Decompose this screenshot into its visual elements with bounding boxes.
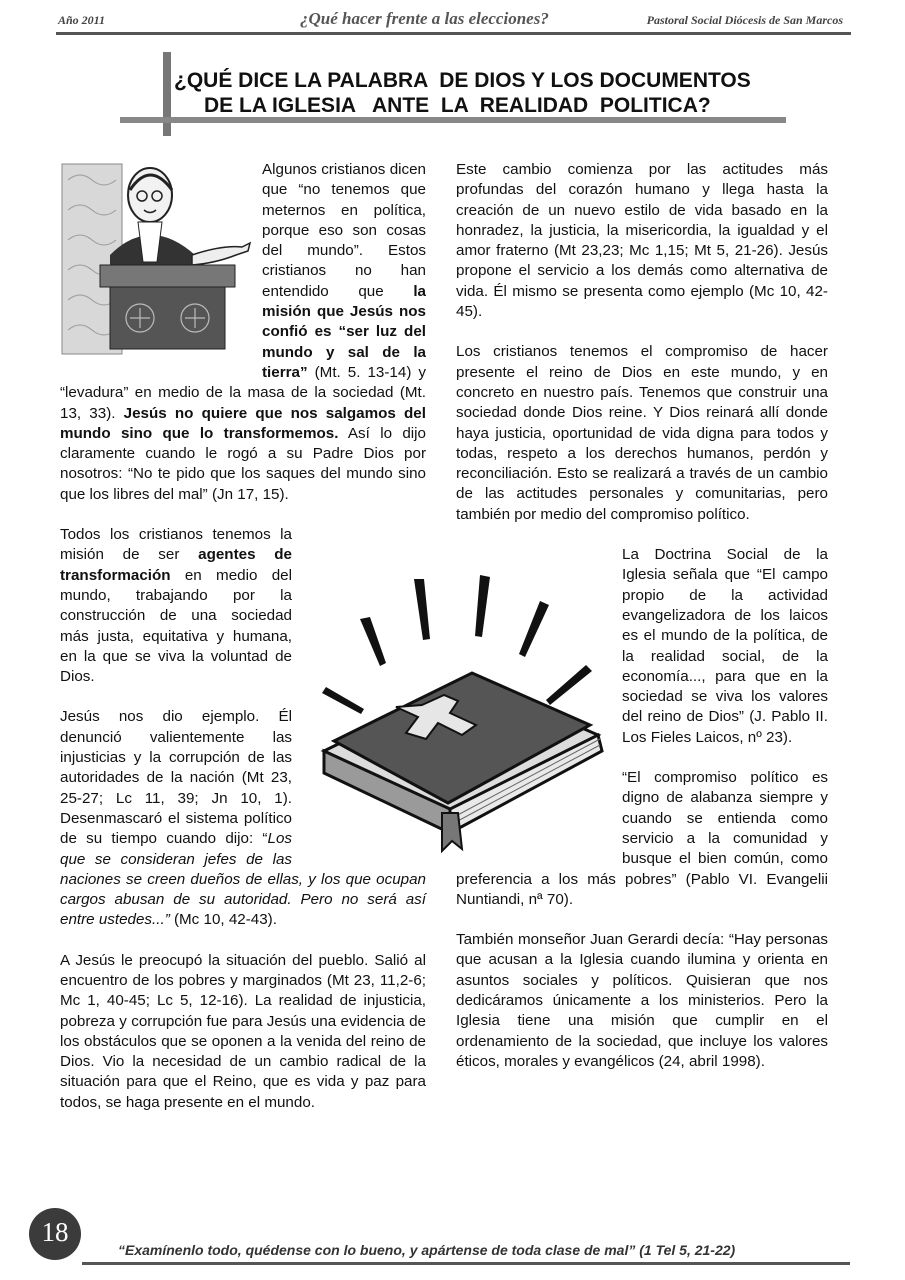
- preacher-illustration: [60, 160, 256, 366]
- page-number: 18: [41, 1217, 69, 1247]
- title-vertical-bar: [163, 52, 171, 136]
- right-p5-seg-0: También monseñor Juan Gerardi decía: “Hay personas que acusan a la Iglesia cuando ilumina y orienta en asuntos sociales y políticos. Quisieran que nos dedicáramos únicamente a los ministerios. Pero la Iglesia tiene una misión que cumplir en el ordenamiento de la sociedad, que incluye los valores éticos, morales y evangélicos (24, abril 1998).: [456, 931, 828, 1070]
- page-title-line-2: DE LA IGLESIA ANTE LA REALIDAD POLITICA?: [204, 94, 711, 117]
- left-p3-seg-0: Jesús nos dio ejemplo. Él denunció valientemente las injusticias y la corrupción de las autoridades de la nación (Mt 23, 25-27; Lc 11, 39; Jn 10, 1). Desenmascaró el sistema político de su tiempo cuando dijo: “: [60, 708, 292, 848]
- page-title: [174, 68, 814, 118]
- left-p2-seg-0: Todos los cristianos tenemos la misión de ser: [60, 526, 292, 564]
- right-p3-seg-0: La Doctrina Social de la Iglesia señala que “El campo propio de la actividad evangelizadora de los laicos es el mundo de la política, de la realidad social, de la economía..., para que en la sociedad se viva los valores del reino de Dios” (J. Pablo II. Los Fieles Laicos, nº 23).: [622, 546, 828, 746]
- right-paragraph-1: [456, 160, 828, 322]
- left-p1-seg-2: (Mt. 5. 13-14) y “levadura” en medio de la masa de la sociedad (Mt. 13, 33).: [60, 363, 426, 422]
- page-title-line-1: ¿QUÉ DICE LA PALABRA DE DIOS Y LOS DOCUMENTOS: [174, 69, 751, 92]
- footer-rule: [82, 1262, 850, 1265]
- header-rule: [56, 32, 851, 35]
- right-p4-seg-0: “El compromiso político es digno de alabanza siempre y cuando se entienda como servicio a la comunidad y busque el bien común, como preferencia a los más pobres” (Pablo VI. Evangelii Nuntiandi, nª 70).: [456, 769, 828, 908]
- left-p2-seg-2: en medio del mundo, trabajando por la construcción de una sociedad más justa, equitativa y humana, en la que se viva la voluntad de Dios.: [60, 566, 292, 686]
- bible-illustration: [302, 565, 618, 855]
- left-p2-seg-1: agentes de transformación: [60, 546, 292, 584]
- right-p1-seg-0: Este cambio comienza por las actitudes más profundas del corazón humano y llega hasta la creación de un nuevo estilo de vida basado en la honradez, la justicia, la misericordia, la igualdad y el amor fraterno (Mt 23,23; Mc 1,15; Mt 5, 21-26). Jesús propone el servicio a los demás como alternativa de vida. Él mismo se presenta como ejemplo (Mc 10, 42-45).: [456, 161, 828, 321]
- header-org: Pastoral Social Diócesis de San Marcos: [646, 13, 843, 27]
- left-p4-seg-0: A Jesús le preocupó la situación del pueblo. Salió al encuentro de los pobres y marginados (Mt 23, 11,2-6; Mc 1, 40-45; Lc 5, 12-16). La realidad de injusticia, pobreza y corrupción fue para Jesús una evidencia de los obstáculos que se oponen a la venida del reino de Dios. Vio la necesidad de un cambio radical de la situación para que el Reino, que es vida y paz para todos, se haga presente en el mundo.: [60, 951, 426, 1111]
- bible-icon: [302, 565, 618, 855]
- left-p1-seg-0: Algunos cristianos dicen que “no tenemos que meternos en política, porque eso son cosas del mundo”. Estos cristianos no han entendido que: [262, 161, 426, 300]
- left-p3-seg-2: (Mc 10, 42-43).: [169, 911, 277, 929]
- header-title: ¿Qué hacer frente a las elecciones?: [300, 9, 549, 28]
- right-paragraph-2: [456, 342, 828, 525]
- left-p1-seg-4: Así lo dijo claramente cuando le rogó a su Padre Dios por nosotros: “No te pido que los saques del mundo sino que los libres del mal” (Jn 17, 15).: [60, 424, 426, 503]
- right-paragraph-5: [456, 930, 828, 1072]
- left-p1-seg-1: la misión que Jesús nos confió es “ser luz del mundo y sal de la tierra”: [262, 282, 426, 381]
- preacher-icon: [60, 160, 256, 360]
- header-year: Año 2011: [58, 13, 106, 27]
- footer-quote: “Examínenlo todo, quédense con lo bueno, y apártense de toda clase de mal” (1 Tel 5, 21-22): [118, 1242, 736, 1258]
- right-p2-seg-0: Los cristianos tenemos el compromiso de hacer presente el reino de Dios en este mundo, y en concreto en nuestro país. Tenemos que construir una sociedad donde Dios reine. Y Dios reinará allí donde haya justicia, oportunidad de vida digna para todos y todas, respeto a los derechos humanos, perdón y reconciliación. Esto se realizará a través de un cambio de las actitudes personales y comunitarias, pero también por medio del compromiso político.: [456, 343, 828, 523]
- left-p1-seg-3: Jesús no quiere que nos salgamos del mundo sino que lo transformemos.: [60, 404, 426, 442]
- left-paragraph-4: [60, 951, 426, 1113]
- left-p3-seg-1: Los que se consideran jefes de las naciones se creen dueños de ellas, y los que ocupan cargos abusan de su autoridad. Pero no será así entre ustedes...”: [60, 830, 426, 929]
